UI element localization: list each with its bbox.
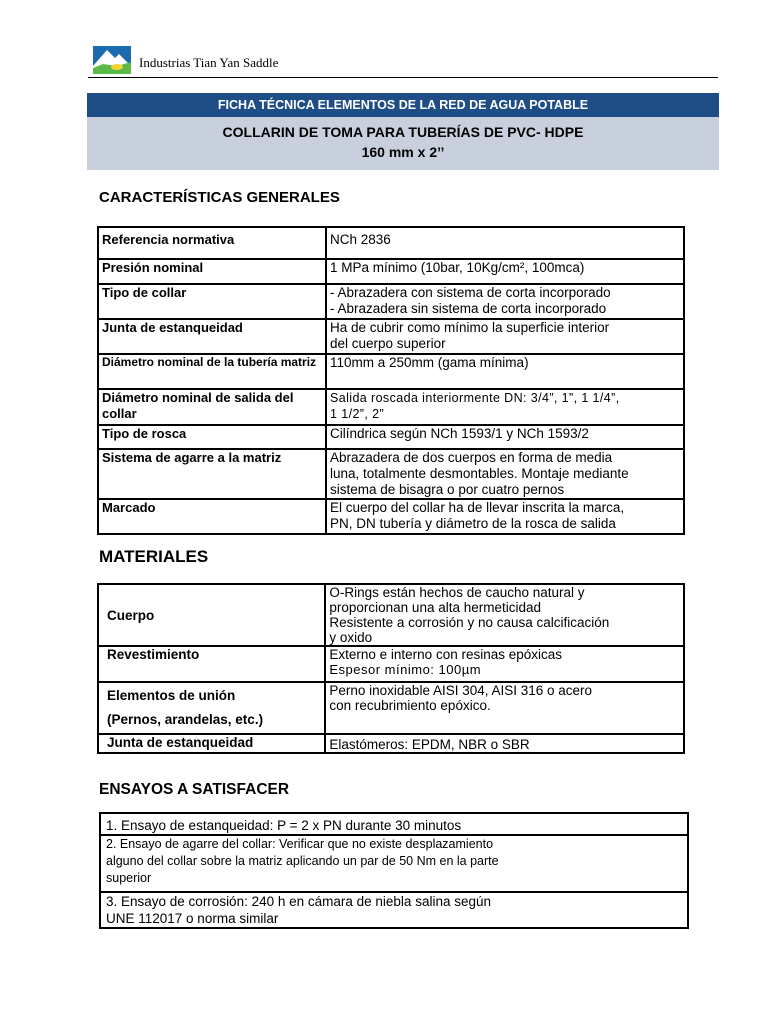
table-row — [98, 389, 684, 425]
row-key: Junta de estanqueidad — [98, 319, 326, 354]
row-value: 110mm a 250mm (gama mínima) — [326, 354, 684, 389]
product-title: COLLARIN DE TOMA PARA TUBERÍAS DE PVC- HDPE — [222, 124, 584, 140]
test-item: 3. Ensayo de corrosión: 240 h en cámara de niebla salina según UNE 112017 o norma similar — [100, 892, 688, 928]
table-row — [98, 425, 684, 449]
table-row — [98, 284, 684, 319]
row-value: Elastómeros: EPDM, NBR o SBR — [325, 734, 684, 753]
product-size: 160 mm x 2’’ — [361, 144, 445, 160]
materials-table — [97, 583, 685, 754]
tests-table — [99, 812, 689, 929]
row-value: Salida roscada interiormente DN: 3/4”, 1”, 1 1/4”, 1 1/2”, 2” — [326, 389, 684, 425]
header-rule — [88, 77, 718, 78]
row-value: NCh 2836 — [326, 227, 684, 259]
mountain-logo-icon — [93, 46, 131, 74]
row-value: - Abrazadera con sistema de corta incorporado - Abrazadera sin sistema de corta incorporado — [326, 284, 684, 319]
row-value: Abrazadera de dos cuerpos en forma de media luna, totalmente desmontables. Montaje mediante sistema de bisagra o por cuatro pernos — [326, 449, 684, 499]
test-item: 1. Ensayo de estanqueidad: P = 2 x PN durante 30 minutos — [100, 813, 688, 835]
table-row — [98, 584, 684, 646]
table-row — [98, 646, 684, 682]
product-title-block — [87, 117, 719, 170]
row-key: Tipo de rosca — [98, 425, 326, 449]
table-row — [98, 354, 684, 389]
row-key: Diámetro nominal de la tubería matriz — [98, 354, 326, 389]
table-row — [100, 813, 688, 835]
company-name: Industrias Tian Yan Saddle — [139, 55, 279, 70]
section-title-materials: MATERIALES — [99, 547, 209, 566]
table-row — [100, 835, 688, 892]
table-row — [100, 892, 688, 928]
row-key: Tipo de collar — [98, 284, 326, 319]
row-key: Elementos de unión (Pernos, arandelas, etc.) — [98, 682, 325, 734]
table-row — [98, 319, 684, 354]
row-value: Externo e interno con resinas epóxicas Espesor mínimo: 100µm — [325, 646, 684, 682]
row-value: O-Rings están hechos de caucho natural y proporcionan una alta hermeticidad Resistente a corrosión y no causa calcificación y oxido — [325, 584, 684, 646]
row-value: Perno inoxidable AISI 304, AISI 316 o acero con recubrimiento epóxico. — [325, 682, 684, 734]
row-key: Presión nominal — [98, 259, 326, 284]
row-value: 1 MPa mínimo (10bar, 10Kg/cm², 100mca) — [326, 259, 684, 284]
row-value: El cuerpo del collar ha de llevar inscrita la marca, PN, DN tubería y diámetro de la rosca de salida — [326, 499, 684, 534]
table-row — [98, 682, 684, 734]
document-banner: FICHA TÉCNICA ELEMENTOS DE LA RED DE AGUA POTABLE — [87, 93, 719, 117]
table-row — [98, 259, 684, 284]
row-value: Cilíndrica según NCh 1593/1 y NCh 1593/2 — [326, 425, 684, 449]
row-key: Diámetro nominal de salida del collar — [98, 389, 326, 425]
table-row — [98, 449, 684, 499]
row-key: Cuerpo — [98, 584, 325, 646]
row-value: Ha de cubrir como mínimo la superficie interior del cuerpo superior — [326, 319, 684, 354]
table-row — [98, 499, 684, 534]
row-key: Referencia normativa — [98, 227, 326, 259]
table-row — [98, 227, 684, 259]
section-title-tests: ENSAYOS A SATISFACER — [99, 781, 290, 798]
row-key: Sistema de agarre a la matriz — [98, 449, 326, 499]
row-key: Marcado — [98, 499, 326, 534]
row-key: Revestimiento — [98, 646, 325, 682]
section-title-general: CARACTERÍSTICAS GENERALES — [99, 189, 340, 206]
general-table — [97, 226, 685, 535]
test-item: 2. Ensayo de agarre del collar: Verificar que no existe desplazamiento alguno del collar sobre la matriz aplicando un par de 50 Nm en la parte superior — [100, 835, 688, 892]
row-key: Junta de estanqueidad — [98, 734, 325, 753]
table-row — [98, 734, 684, 753]
